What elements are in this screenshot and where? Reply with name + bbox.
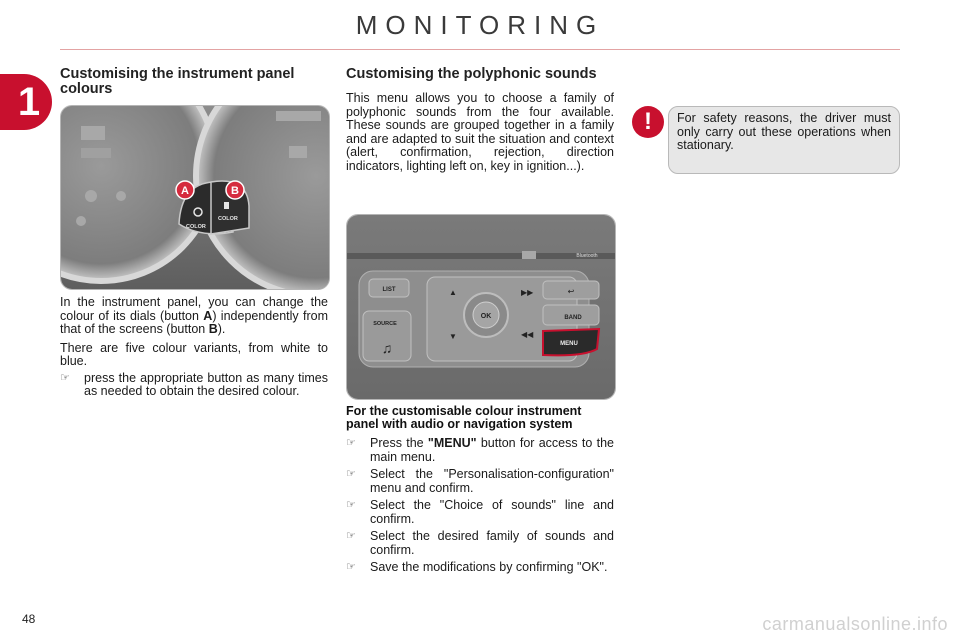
- steps-heading: For the customisable colour instrument panel with audio or navigation system: [346, 404, 582, 431]
- section-heading-colours: Customising the instrument panel colours: [60, 66, 295, 97]
- left-heading-block: [60, 67, 328, 97]
- music-note-icon: ♫: [381, 340, 393, 356]
- middle-text-block: [346, 67, 614, 173]
- pointer-icon: ☞: [346, 530, 356, 542]
- bluetooth-label: Bluetooth: [576, 253, 598, 259]
- step-select-choice-of-sounds: ☞ Select the "Choice of sounds" line and confirm.: [346, 498, 614, 526]
- step-select-personalisation: ☞ Select the "Personalisation-configuration" menu and confirm.: [346, 467, 614, 495]
- bullet-press-button: ☞ press the appropriate button as many times as needed to obtain the desired colour.: [60, 370, 328, 398]
- step-press-menu: ☞ Press the "MENU" button for access to the main menu.: [346, 436, 614, 464]
- paragraph-sounds-intro: This menu allows you to choose a family of polyphonic sounds from the four available. These sounds are grouped together in a family and are adapted to suit the situation and context (alert, confirmation, rejection, direction indicators, lighting left on, key in ignition...).: [346, 91, 614, 173]
- band-label: BAND: [564, 315, 582, 321]
- color-button-b-label: COLOR: [218, 216, 238, 222]
- pointer-icon: ☞: [346, 499, 356, 511]
- chapter-tab: [0, 74, 52, 130]
- arrow-down-icon: ▼: [449, 332, 457, 341]
- back-icon: ↩: [567, 287, 575, 296]
- source-label: SOURCE: [373, 321, 397, 327]
- chapter-number: 1: [17, 79, 41, 124]
- safety-warning-box: [668, 106, 900, 174]
- menu-label: MENU: [560, 341, 578, 347]
- list-label: LIST: [382, 287, 396, 293]
- color-button-a-label: COLOR: [186, 224, 206, 230]
- warning-icon: !: [632, 106, 664, 138]
- page-title: MONITORING: [355, 10, 605, 40]
- footer-watermark: carmanualsonline.info: [762, 614, 948, 634]
- pointer-icon: ☞: [346, 468, 356, 480]
- steps-block: [346, 405, 614, 575]
- step-save: ☞ Save the modifications by confirming "OK".: [346, 560, 608, 574]
- paragraph-dials: In the instrument panel, you can change the colour of its dials (button A) independently from that of the screens (button B).: [60, 295, 328, 336]
- arrow-up-icon: ▲: [449, 288, 457, 297]
- section-heading-sounds: Customising the polyphonic sounds: [346, 66, 597, 82]
- fast-forward-icon: ▶▶: [521, 288, 534, 297]
- ok-label: OK: [480, 313, 492, 320]
- pointer-icon: ☞: [60, 371, 70, 384]
- callout-b: B: [231, 185, 239, 197]
- rewind-icon: ◀◀: [521, 330, 534, 339]
- page-number: 48: [22, 612, 36, 626]
- header-rule: [60, 49, 900, 50]
- paragraph-variants: There are five colour variants, from white to blue.: [60, 340, 328, 368]
- callout-a: A: [181, 185, 189, 197]
- safety-warning-text: For safety reasons, the driver must only carry out these operations when stationary.: [677, 111, 891, 152]
- pointer-icon: ☞: [346, 437, 356, 449]
- step-select-family: ☞ Select the desired family of sounds and confirm.: [346, 529, 614, 557]
- audio-panel-photo: [346, 214, 616, 400]
- pointer-icon: ☞: [346, 561, 356, 573]
- left-text-block: [60, 296, 328, 399]
- instrument-panel-photo: [60, 105, 330, 290]
